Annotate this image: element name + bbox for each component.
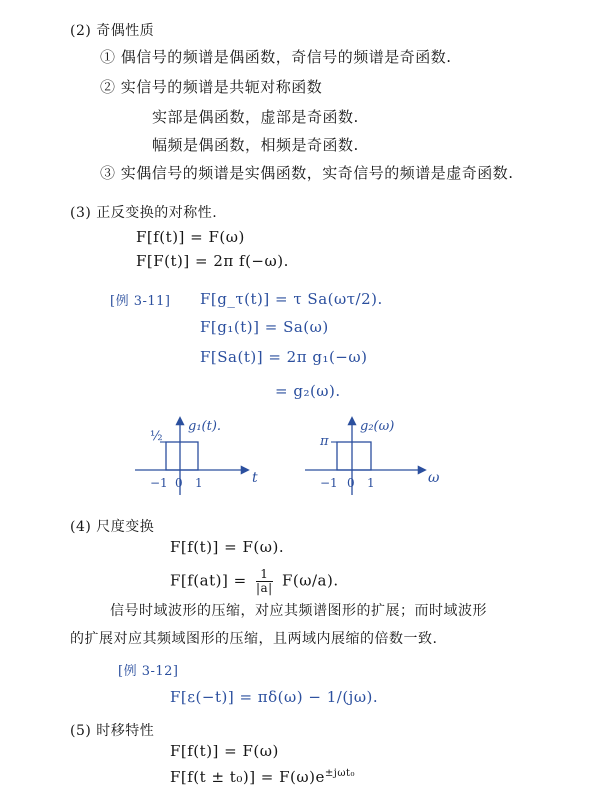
s5-formula-1: F[f(t)] = F(ω) bbox=[170, 742, 279, 760]
g2-func-label: g₂(ω) bbox=[360, 419, 395, 434]
s4-formula-1: F[f(t)] = F(ω). bbox=[170, 538, 285, 556]
s4-formula-2 bbox=[170, 568, 339, 595]
ex1-formula-1: F[g_τ(t)] = τ Sa(ωτ/2). bbox=[200, 290, 383, 308]
graph-g1 bbox=[135, 418, 258, 495]
example-3-12-tag: [例 3-12] bbox=[118, 664, 179, 679]
s4-text-2: 的扩展对应其频域图形的压缩，且两域内展缩的倍数一致. bbox=[70, 631, 438, 647]
s4-f2-rhs: F(ω/a). bbox=[282, 571, 339, 590]
section-4-title: (4) 尺度变换 bbox=[70, 519, 155, 535]
ex1-formula-4: = g₂(ω). bbox=[275, 382, 341, 400]
s5-f2-main: F[f(t ± t₀)] = F(ω)e bbox=[170, 768, 325, 786]
g2-tick-neg1: −1 bbox=[320, 476, 338, 490]
s4-f2-lhs: F[f(at)] = bbox=[170, 571, 247, 590]
s4-text-1: 信号时域波形的压缩，对应其频谱图形的扩展；而时域波形 bbox=[110, 603, 487, 619]
g1-tick-0: 0 bbox=[175, 476, 183, 490]
g1-rect-pulse bbox=[166, 442, 198, 470]
g2-axis-label: ω bbox=[428, 470, 440, 486]
s5-f2-exponent: ±jωt₀ bbox=[324, 768, 356, 779]
ex1-formula-3: F[Sa(t)] = 2π g₁(−ω) bbox=[200, 348, 368, 366]
g2-height-label: π bbox=[320, 434, 329, 449]
s2-line-4: 幅频是偶函数，相频是奇函数. bbox=[152, 136, 359, 154]
s4-f2-den: |a| bbox=[255, 581, 273, 595]
s2-line-2: ② 实信号的频谱是共轭对称函数 bbox=[100, 78, 323, 96]
s4-f2-fraction bbox=[256, 568, 273, 595]
g1-height-label: ½ bbox=[150, 429, 163, 444]
s3-formula-2: F[F(t)] = 2π f(−ω). bbox=[136, 252, 289, 270]
section-2-title: (2) 奇偶性质 bbox=[70, 23, 155, 39]
example-3-11-tag: [例 3-11] bbox=[110, 294, 171, 309]
s2-line-3: 实部是偶函数，虚部是奇函数. bbox=[152, 108, 359, 126]
ex1-formula-2: F[g₁(t)] = Sa(ω) bbox=[200, 318, 329, 336]
g1-axis-label: t bbox=[252, 470, 258, 486]
s2-line-5: ③ 实偶信号的频谱是实偶函数，实奇信号的频谱是虚奇函数. bbox=[100, 164, 514, 182]
g1-func-label: g₁(t). bbox=[188, 419, 222, 434]
g2-rect-pulse bbox=[337, 442, 371, 470]
section-5-title: (5) 时移特性 bbox=[70, 723, 155, 739]
graph-g2 bbox=[305, 418, 440, 495]
s5-formula-2 bbox=[170, 768, 355, 786]
g1-tick-neg1: −1 bbox=[150, 476, 168, 490]
s3-formula-1: F[f(t)] = F(ω) bbox=[136, 228, 245, 246]
s4-f2-num: 1 bbox=[256, 568, 273, 582]
g2-tick-1: 1 bbox=[367, 476, 375, 490]
s2-line-1: ① 偶信号的频谱是偶函数，奇信号的频谱是奇函数. bbox=[100, 48, 452, 66]
g1-tick-1: 1 bbox=[195, 476, 203, 490]
g2-tick-0: 0 bbox=[347, 476, 355, 490]
ex2-formula-1: F[ε(−t)] = πδ(ω) − 1/(jω). bbox=[170, 688, 379, 706]
section-3-title: (3) 正反变换的对称性. bbox=[70, 205, 218, 221]
